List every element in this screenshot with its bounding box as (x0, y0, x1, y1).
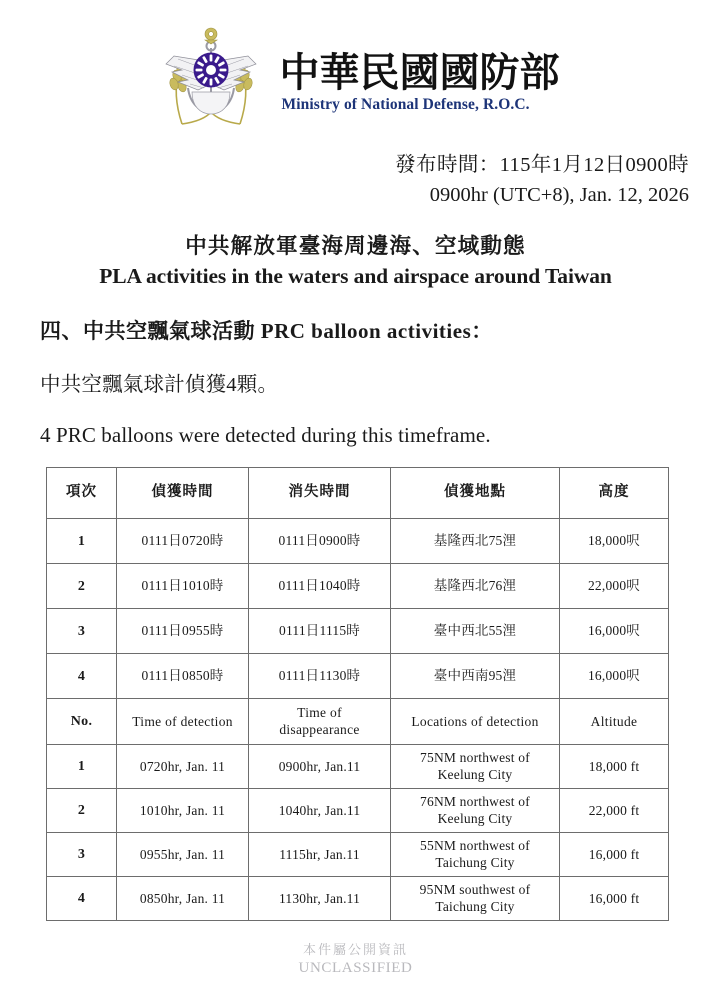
table-header-row-cn (47, 468, 669, 519)
cell-location-line2: Taichung City (435, 854, 515, 870)
column-header-no-en: No. (47, 699, 117, 745)
cell-location-line2: Taichung City (435, 898, 515, 914)
table-row (47, 609, 669, 654)
column-header-disappearance-cn: 消失時間 (249, 468, 391, 519)
table-row (47, 833, 669, 877)
cell-altitude: 16,000呎 (560, 654, 669, 699)
cell-no: 1 (47, 519, 117, 564)
cell-no: 4 (47, 654, 117, 699)
column-header-disappearance-en-line2: disappearance (279, 721, 360, 737)
column-header-location-cn: 偵獲地點 (391, 468, 560, 519)
cell-location: 基隆西北76浬 (391, 564, 560, 609)
table-header-row-en (47, 699, 669, 745)
table-row (47, 745, 669, 789)
cell-disappearance: 1130hr, Jan.11 (249, 877, 391, 921)
table-row (47, 789, 669, 833)
page-title (0, 232, 711, 291)
cell-location-line1: 75NM northwest of (420, 750, 530, 766)
cell-location: 基隆西北75浬 (391, 519, 560, 564)
column-header-disappearance-en-line1: Time of (297, 705, 342, 721)
cell-detection: 0111日0850時 (117, 654, 249, 699)
cell-disappearance: 0111日1115時 (249, 609, 391, 654)
cell-no: 2 (47, 789, 117, 833)
cell-disappearance: 0111日0900時 (249, 519, 391, 564)
table-row (47, 654, 669, 699)
page-title-cn: 中共解放軍臺海周邊海、空域動態 (185, 234, 526, 259)
cell-disappearance: 0111日1130時 (249, 654, 391, 699)
cell-detection: 0850hr, Jan. 11 (117, 877, 249, 921)
org-name-en: Ministry of National Defense, R.O.C. (281, 96, 530, 114)
cell-location: 臺中西北55浬 (391, 609, 560, 654)
org-name-cn: 中華民國國防部 (279, 49, 560, 95)
cell-location (391, 789, 560, 833)
cell-disappearance: 1040hr, Jan.11 (249, 789, 391, 833)
cell-detection: 0720hr, Jan. 11 (117, 745, 249, 789)
cell-no: 3 (47, 833, 117, 877)
column-header-altitude-cn: 高度 (560, 468, 669, 519)
cell-no: 2 (47, 564, 117, 609)
release-time-cn: 發布時間：115年1月12日0900時 (395, 154, 689, 176)
cell-altitude: 16,000呎 (560, 609, 669, 654)
release-time-block (0, 151, 711, 210)
cell-detection: 0111日0955時 (117, 609, 249, 654)
classification-footer (0, 942, 711, 978)
cell-altitude: 18,000呎 (560, 519, 669, 564)
cell-location-line2: Keelung City (437, 810, 513, 826)
cell-disappearance: 0900hr, Jan.11 (249, 745, 391, 789)
cell-no: 4 (47, 877, 117, 921)
cell-location: 臺中西南95浬 (391, 654, 560, 699)
table-row (47, 877, 669, 921)
release-time-en: 0900hr (UTC+8), Jan. 12, 2026 (429, 184, 689, 207)
cell-location-line1: 95NM southwest of (419, 882, 531, 898)
mnd-roc-emblem-icon (152, 26, 270, 134)
section-heading: 四、中共空飄氣球活動 PRC balloon activities： (40, 319, 493, 344)
cell-altitude: 22,000呎 (560, 564, 669, 609)
column-header-detection-en: Time of detection (117, 699, 249, 745)
cell-detection: 0955hr, Jan. 11 (117, 833, 249, 877)
column-header-altitude-en: Altitude (560, 699, 669, 745)
cell-disappearance: 1115hr, Jan.11 (249, 833, 391, 877)
cell-no: 1 (47, 745, 117, 789)
column-header-no-cn: 項次 (47, 468, 117, 519)
cell-location (391, 745, 560, 789)
page-title-en: PLA activities in the waters and airspace around Taiwan (99, 264, 612, 289)
summary-text-en: 4 PRC balloons were detected during this timeframe. (40, 423, 491, 448)
cell-detection: 0111日0720時 (117, 519, 249, 564)
balloon-activity-table (46, 467, 669, 921)
cell-location-line2: Keelung City (437, 766, 513, 782)
cell-no: 3 (47, 609, 117, 654)
cell-altitude: 18,000 ft (560, 745, 669, 789)
table-row (47, 564, 669, 609)
cell-detection: 0111日1010時 (117, 564, 249, 609)
cell-location (391, 877, 560, 921)
cell-location-line1: 76NM northwest of (420, 794, 530, 810)
cell-altitude: 22,000 ft (560, 789, 669, 833)
summary-text-cn: 中共空飄氣球計偵獲4顆。 (40, 374, 279, 397)
classification-label-cn: 本件屬公開資訊 (302, 941, 408, 957)
column-header-location-en: Locations of detection (391, 699, 560, 745)
cell-location (391, 833, 560, 877)
cell-altitude: 16,000 ft (560, 877, 669, 921)
cell-detection: 1010hr, Jan. 11 (117, 789, 249, 833)
column-header-detection-cn: 偵獲時間 (117, 468, 249, 519)
balloon-activity-table-wrapper (46, 467, 668, 921)
masthead (0, 0, 711, 134)
table-row (47, 519, 669, 564)
classification-label-en: UNCLASSIFIED (298, 959, 413, 976)
cell-location-line1: 55NM northwest of (420, 838, 530, 854)
organization-wordmark (279, 49, 560, 114)
cell-disappearance: 0111日1040時 (249, 564, 391, 609)
cell-altitude: 16,000 ft (560, 833, 669, 877)
column-header-disappearance-en (249, 699, 391, 745)
